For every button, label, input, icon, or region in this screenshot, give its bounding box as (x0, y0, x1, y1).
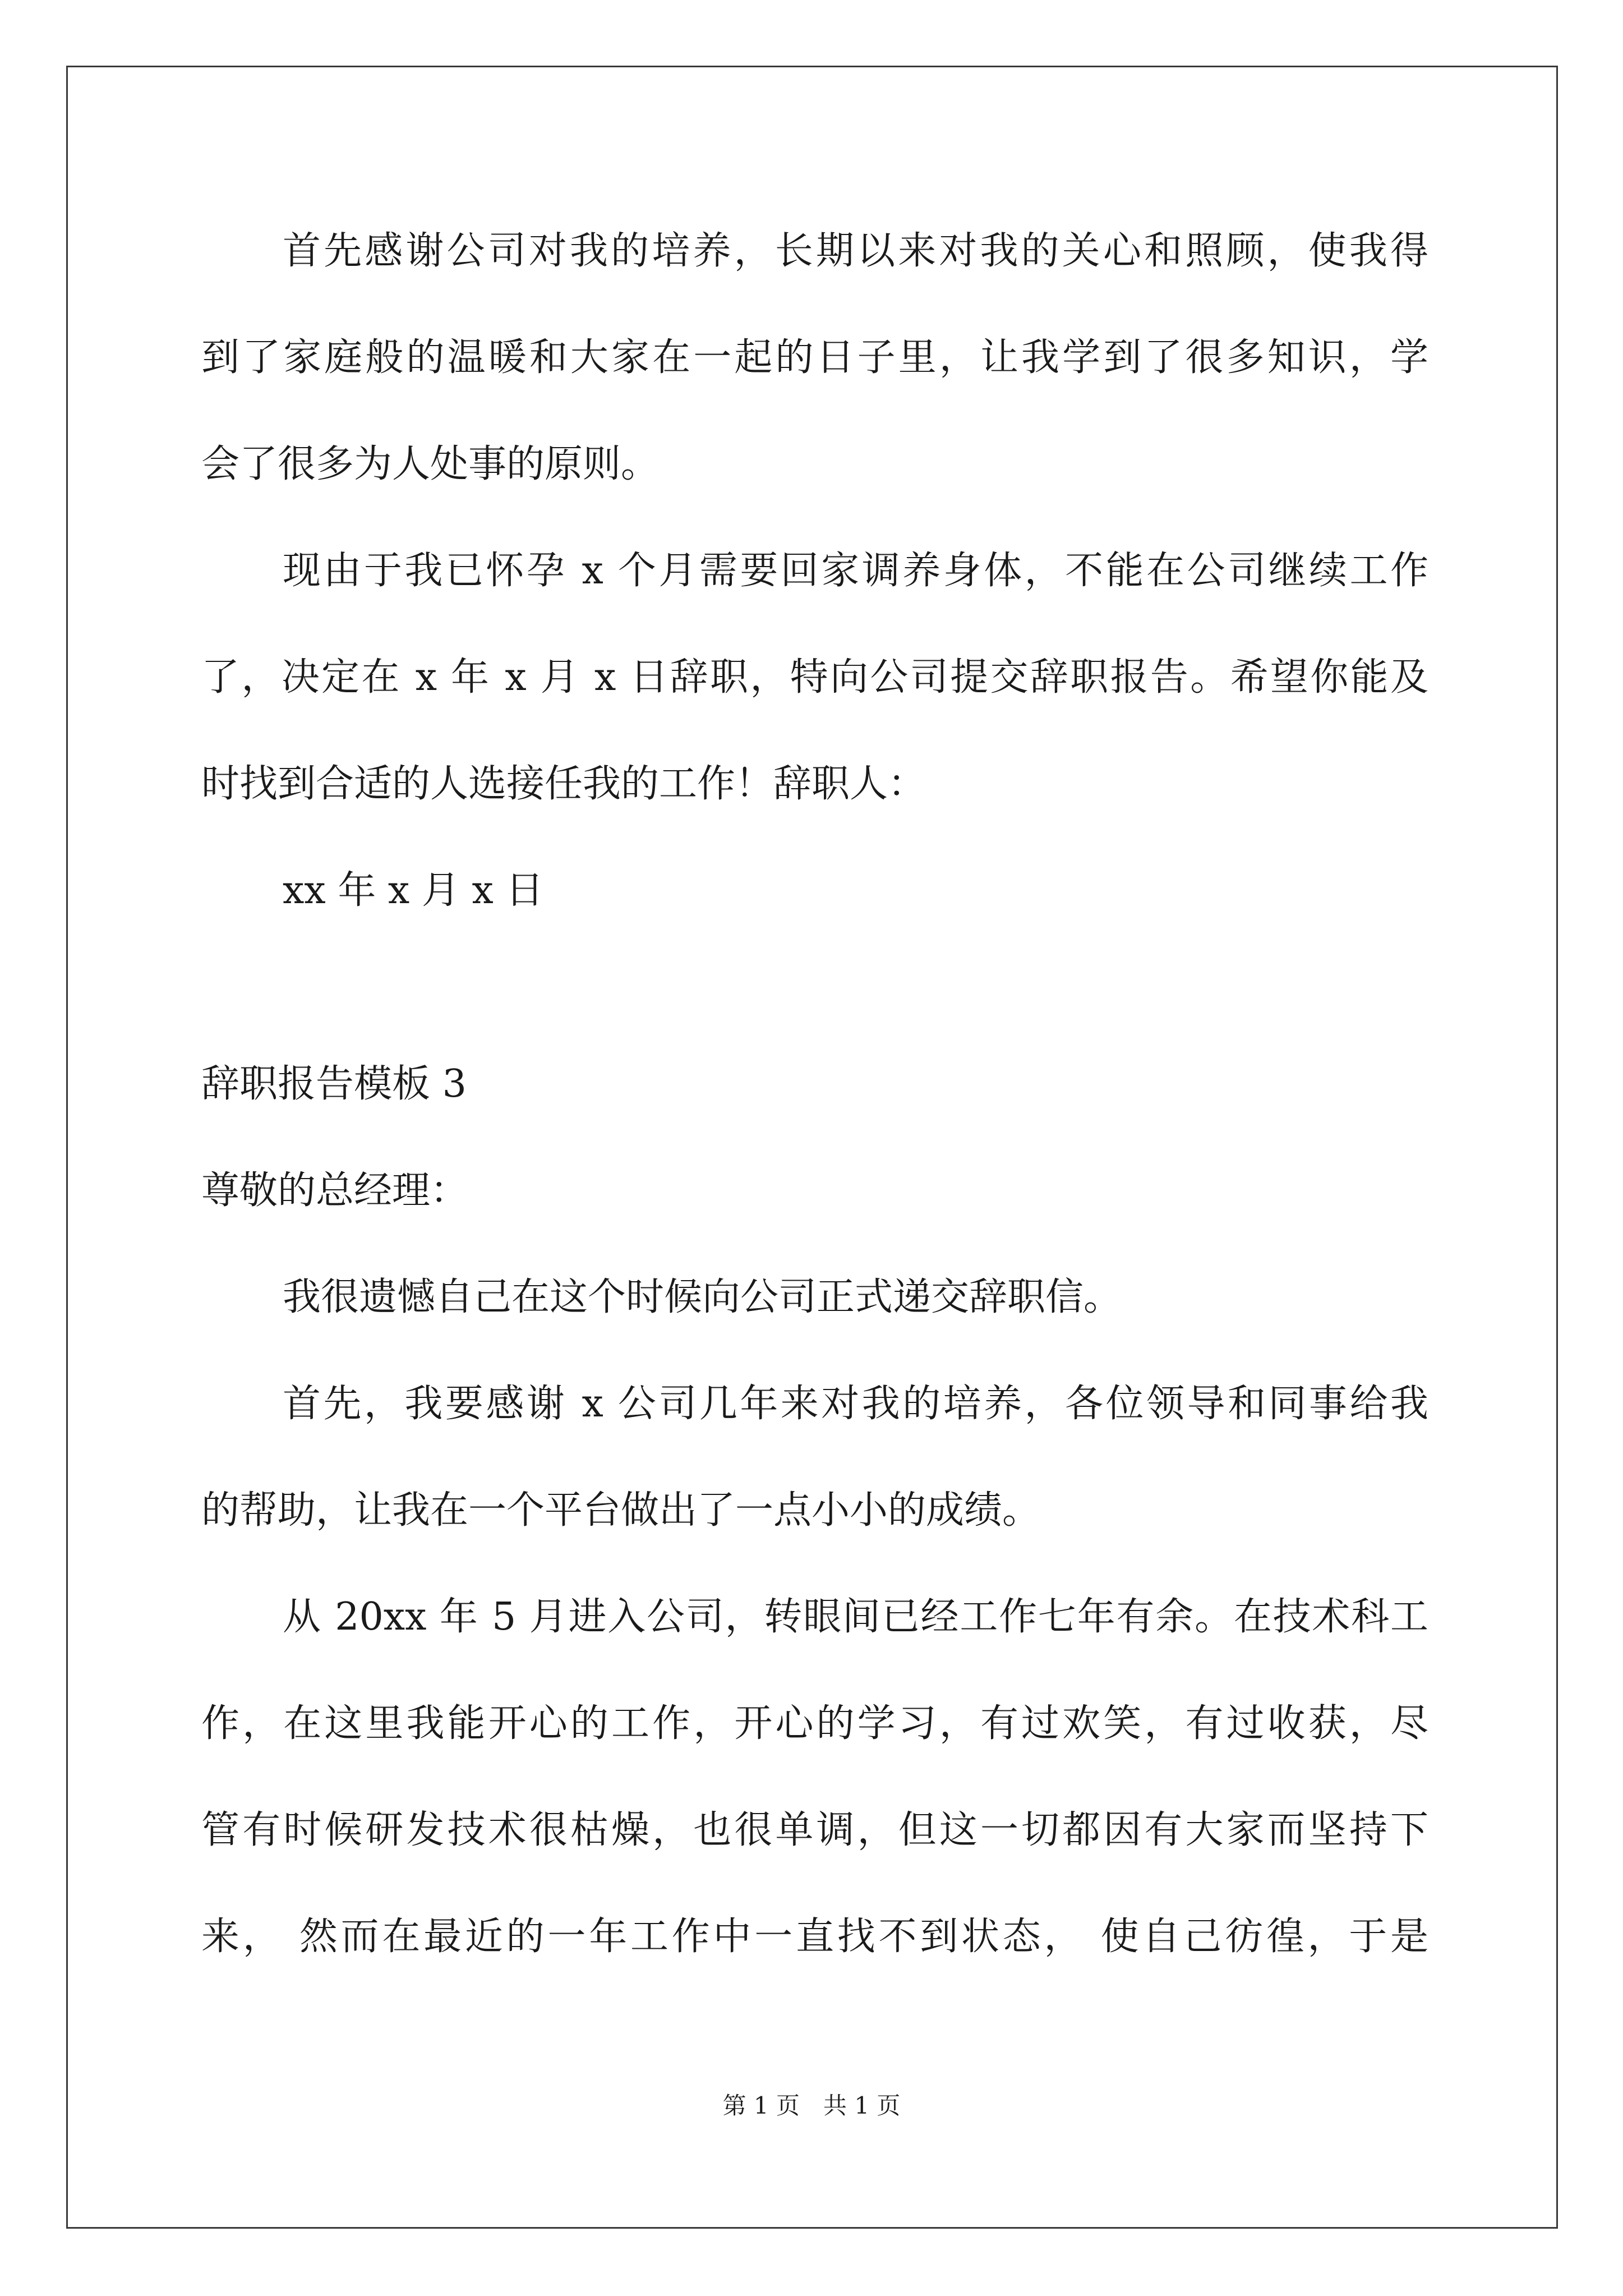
body-line: 作，在这里我能开心的工作，开心的学习，有过欢笑，有过收获，尽 (201, 1701, 1428, 1746)
date-line: xx 年 x 月 x 日 (283, 868, 544, 913)
body-line: 首先，我要感谢 x 公司几年来对我的培养，各位领导和同事给我 (283, 1382, 1428, 1426)
body-line: 现由于我已怀孕 x 个月需要回家调养身体，不能在公司继续工作 (283, 549, 1428, 593)
body-line: 首先感谢公司对我的培养，长期以来对我的关心和照顾，使我得 (283, 229, 1428, 273)
page-number-footer: 第 1 页 共 1 页 (722, 2092, 901, 2119)
section-heading: 辞职报告模板 3 (201, 1062, 467, 1106)
body-line: 我很遗憾自己在这个时候向公司正式递交辞职信。 (283, 1275, 1122, 1319)
body-line: 会了很多为人处事的原则。 (201, 442, 660, 486)
body-line: 管有时候研发技术很枯燥，也很单调，但这一切都因有大家而坚持下 (201, 1808, 1428, 1852)
salutation: 尊敬的总经理： (201, 1168, 469, 1213)
body-line: 时找到合适的人选接任我的工作！辞职人： (201, 762, 926, 806)
body-line: 了，决定在 x 年 x 月 x 日辞职，特向公司提交辞职报告。希望你能及 (201, 655, 1428, 700)
body-line: 的帮助，让我在一个平台做出了一点小小的成绩。 (201, 1488, 1041, 1533)
body-line: 从 20xx 年 5 月进入公司，转眼间已经工作七年有余。在技术科工 (283, 1595, 1428, 1639)
page-border (66, 66, 1558, 2229)
body-line: 到了家庭般的温暖和大家在一起的日子里，让我学到了很多知识，学 (201, 335, 1428, 380)
body-line: 来， 然而在最近的一年工作中一直找不到状态， 使自己彷徨，于是 (201, 1915, 1428, 1959)
